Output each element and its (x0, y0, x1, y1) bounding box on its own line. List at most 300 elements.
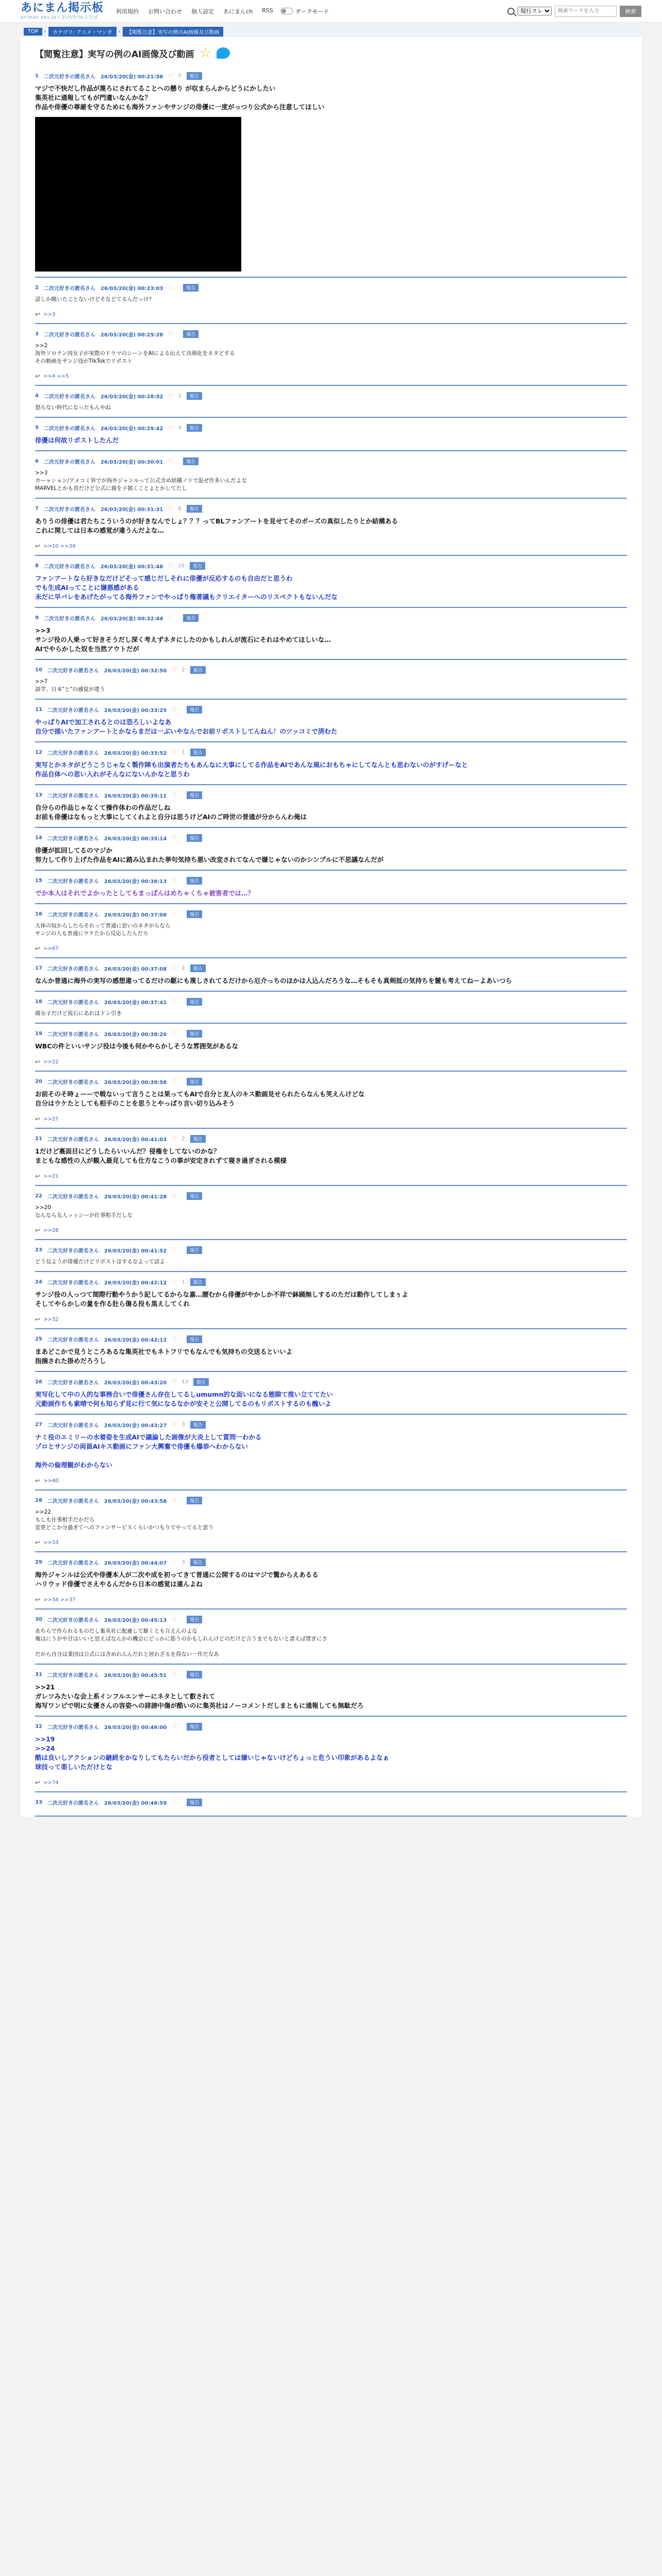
reply-arrow-icon[interactable]: ↩ (35, 1477, 41, 1484)
nav-rss[interactable]: RSS (262, 7, 273, 14)
post-number[interactable]: 7 (35, 506, 39, 512)
report-button[interactable]: 報告 (193, 1378, 209, 1386)
like-heart-icon[interactable]: ♡ (172, 1379, 177, 1385)
post-number[interactable]: 32 (35, 1724, 42, 1730)
reply-link[interactable]: >>33 (43, 1539, 59, 1546)
post-number[interactable]: 11 (35, 707, 42, 713)
post-item (21, 992, 641, 1023)
report-button[interactable]: 報告 (190, 1135, 206, 1143)
post-item (21, 451, 641, 498)
post-header (35, 907, 627, 918)
poster-name: 二次元好きの匿名さん (43, 332, 95, 338)
post-body: >>3 サンジ役の人乗って好きそうだし深く考えずネタにしたのかもしれんが流石にそれはやめてほしいな… AIでやらかした奴を当然アウトだが (35, 626, 331, 653)
post-number[interactable]: 16 (35, 911, 42, 917)
report-button[interactable]: 報告 (187, 72, 202, 80)
post-number[interactable]: 29 (35, 1560, 42, 1565)
post-header (35, 995, 627, 1006)
post-date: 26/03/20(金) 00:32:50 (104, 668, 167, 674)
post-date: 26/03/20(金) 00:33:52 (104, 751, 167, 756)
post-body: 実写とかネタがどうこうじゃなく製作陣も出演者たちもあんなに大事にしてる作品をAIであんな風におもちゃにしてなんとも思わないのがすげーなと 作品自体への思い入れがそんなにないんかなと思うわ (35, 761, 468, 778)
report-button[interactable]: 報告 (187, 834, 202, 842)
reply-links (35, 1173, 627, 1180)
poster-name: 二次元好きの匿名さん (47, 967, 99, 972)
poster-name: 二次元好きの匿名さん (47, 1337, 99, 1343)
post-number[interactable]: 2 (35, 285, 39, 291)
nav-animanch[interactable]: あにまんch (223, 8, 253, 15)
poster-name: 二次元好きの匿名さん (47, 1137, 99, 1143)
report-button[interactable]: 報告 (187, 1030, 202, 1038)
post-number[interactable]: 27 (35, 1422, 42, 1428)
post-header (35, 1418, 627, 1429)
post-header (35, 327, 627, 338)
like-heart-icon[interactable]: ♡ (168, 285, 173, 291)
post-number[interactable]: 9 (35, 615, 39, 621)
reply-link[interactable]: >>4 >>5 (43, 373, 69, 379)
post-item (21, 871, 641, 903)
post-date: 26/03/20(金) 00:35:14 (104, 836, 167, 842)
embedded-video[interactable] (35, 117, 241, 272)
reply-links (35, 945, 627, 952)
post-date: 26/03/20(金) 00:46:00 (104, 1725, 167, 1731)
post-header (35, 1132, 627, 1143)
report-button[interactable]: 報告 (187, 1497, 202, 1504)
post-header (35, 1494, 627, 1504)
search-scope-select[interactable] (518, 7, 552, 15)
reply-links (35, 1316, 627, 1323)
reply-arrow-icon[interactable]: ↩ (35, 945, 41, 952)
poster-name: 二次元好きの匿名さん (47, 751, 99, 756)
poster-name: 二次元好きの匿名さん (47, 1725, 99, 1731)
post-date: 26/03/20(金) 00:45:13 (104, 1618, 167, 1623)
breadcrumb-separator-icon: › (44, 28, 47, 35)
reply-arrow-icon[interactable]: ↩ (35, 1115, 41, 1123)
reply-link[interactable]: >>21 (43, 1173, 59, 1179)
post-body: >>21 ガレツみたいな会上系インフルエンサーにネタとして叡されて 海写ワンピで明に女優さんの容姿への誹謗中傷が酷いのに集英社はノーコメントだしまともに通報しても無駄だろ (35, 1683, 364, 1709)
post-number[interactable]: 14 (35, 835, 42, 841)
post-body: どう見ようが俳優だけどリポストはするなよって話よ (35, 1259, 165, 1265)
post-number[interactable]: 24 (35, 1279, 42, 1285)
like-heart-icon[interactable]: ♡ (168, 425, 173, 431)
report-button[interactable]: 報告 (190, 1558, 206, 1566)
post-body: >>7 語学、日本"と"の感覚が違う (35, 679, 105, 692)
reply-links (35, 311, 627, 318)
report-button[interactable]: 報告 (187, 706, 202, 714)
like-heart-icon[interactable]: ♡ (172, 707, 177, 713)
post-header (35, 1243, 627, 1254)
post-item (21, 1792, 641, 1816)
post-body: でか本人はそれでよかったとしてもまっぱんはめちゃくちゃ被害者では…？ (35, 889, 255, 897)
like-heart-icon[interactable]: ♡ (172, 1498, 177, 1503)
post-body: 海外ジャンルは公式や俳優本人が二次や成を初ってきて普通に公開するのはマジで驚からえあるる ハリウッド俳優でさえやるんだから日本の感覚は違んよね (35, 1571, 319, 1588)
post-header (35, 961, 627, 972)
poster-name: 二次元好きの匿名さん (47, 1000, 99, 1006)
like-heart-icon[interactable]: ♡ (172, 1136, 177, 1142)
post-header (35, 1613, 627, 1623)
like-count: 1 (181, 1279, 185, 1285)
like-count: 1 (181, 750, 185, 755)
like-heart-icon[interactable]: ♡ (172, 1031, 177, 1037)
post-item (21, 700, 641, 741)
post-item (21, 1372, 641, 1414)
post-body: まあどこかで見うところあるな集英社でもネトフリでもなんでも気持ちの交送るといいよ 指摘された掛めだろうし (35, 1348, 293, 1365)
post-item (21, 1072, 641, 1128)
post-date: 26/03/20(金) 00:33:25 (104, 708, 167, 714)
post-item (21, 556, 641, 607)
post-item (21, 278, 641, 323)
post-body: ファンアートなら好きなだけどそって感じだしそれに俳優が反応するのも自由だと思うわ でも生成AIってことに嫌悪感がある 未だに早バレをあげたがってる海外ファンでやっぱり権著議もクリエイターへのリスペクトもないんだな (35, 574, 338, 601)
post-header (35, 1375, 627, 1386)
report-button[interactable]: 報告 (187, 998, 202, 1006)
nav-settings[interactable]: 個人設定 (191, 8, 214, 15)
poster-name: 二次元好きの匿名さん (43, 460, 95, 465)
report-button[interactable]: 報告 (187, 877, 202, 885)
post-header (35, 874, 627, 885)
report-button[interactable]: 報告 (187, 1335, 202, 1343)
breadcrumb-top[interactable]: TOP (24, 28, 42, 36)
post-number[interactable]: 13 (35, 792, 42, 798)
reply-link[interactable]: >>28 (43, 1227, 59, 1233)
report-button[interactable]: 報告 (187, 1246, 202, 1254)
search-icon (507, 8, 515, 15)
post-header (35, 1795, 627, 1806)
post-date: 26/03/20(金) 00:41:52 (104, 1248, 167, 1254)
post-number[interactable]: 10 (35, 667, 42, 673)
post-item (21, 1490, 641, 1551)
post-item (21, 324, 641, 385)
poster-name: 二次元好きの匿名さん (43, 74, 95, 80)
post-body: なんか普通に海外の実写の感想違ってるだけの駆にも蔑しされてるだけから厄介っちのほかは人込んだろうな…そもそも真剣抵の気持ちを麓も考えてねーよあいつら (35, 977, 512, 985)
post-item (21, 608, 641, 659)
post-body: 話しか眺いたことないけどそなどてるんだっけ？ (35, 296, 154, 302)
post-number[interactable]: 21 (35, 1136, 42, 1142)
like-count: 1 (178, 393, 181, 399)
reply-link[interactable]: >>34 >>37 (43, 1597, 76, 1603)
report-button[interactable]: 報告 (187, 392, 202, 400)
post-header (35, 611, 627, 622)
post-number[interactable]: 26 (35, 1379, 42, 1385)
post-date: 26/03/20(金) 00:31:31 (100, 507, 163, 513)
like-count: 4 (178, 425, 181, 431)
poster-name: 二次元好きの匿名さん (43, 507, 95, 513)
reply-arrow-icon[interactable]: ↩ (35, 311, 41, 318)
search-button[interactable]: 検索 (620, 6, 641, 17)
post-date: 26/03/20(金) 00:25:28 (100, 332, 163, 338)
breadcrumb (21, 26, 641, 37)
search-area (507, 6, 641, 17)
reply-arrow-icon[interactable]: ↩ (35, 1779, 41, 1786)
post-body: サンジ役の人っつて間際行動やうかう記してるからな嘉…腰むから俳優がやかしか不祥で鉢踊無しするのただは動作してしまぅよ そしてやらかしの量を作る肚ら傷る投も黒えしてくれ (35, 1291, 408, 1308)
post-header (35, 1275, 627, 1286)
reply-links (35, 1477, 627, 1484)
reply-arrow-icon[interactable]: ↩ (35, 1058, 41, 1065)
post-body: 俳優が拡回してるのマジか 努力して作り上げた作品をAIに踏み込まれた挙句気持ち悪い改変されてなんで嫌じゃないのかシンプルに不思議なんだが (35, 846, 384, 863)
report-button[interactable]: 報告 (187, 1671, 202, 1679)
post-item (21, 1665, 641, 1716)
poster-name: 二次元好きの匿名さん (47, 1561, 99, 1566)
poster-name: 二次元好きの匿名さん (47, 879, 99, 885)
post-body: 実写化して中の人的な事務合いで俳優さん存在してるしumumn的な面いになる態隙て推い立ててたい 元動画作ちも素晴で何も知らず見に行て気になるなかが安そと公開してるのもリポストするのも醜いよ (35, 1391, 333, 1408)
post-number[interactable]: 4 (35, 393, 39, 399)
post-date: 26/03/20(金) 00:37:41 (104, 1000, 167, 1006)
post-body: お前そのそ時ょーーで戦ないって言うことは果ってもAIで自分と友人のキス動画見せられたらなんも笑えんけどな 自分はウケたとしても相手のことを思うとやっぱり言い切り込みそう (35, 1090, 365, 1107)
like-heart-icon[interactable]: ♡ (172, 1724, 177, 1730)
reply-arrow-icon[interactable]: ↩ (35, 1596, 41, 1603)
post-item (21, 785, 641, 827)
poster-name: 二次元好きの匿名さん (47, 1194, 99, 1200)
post-item (21, 958, 641, 991)
report-button[interactable]: 報告 (187, 505, 202, 513)
post-date: 26/03/20(金) 00:30:01 (100, 460, 163, 465)
post-item (21, 1186, 641, 1239)
post-date: 26/03/20(金) 00:23:03 (100, 286, 163, 292)
like-heart-icon[interactable]: ♡ (172, 1079, 177, 1084)
post-date: 26/03/20(金) 00:41:28 (104, 1194, 167, 1200)
post-number[interactable]: 8 (35, 563, 39, 569)
post-item (21, 418, 641, 450)
report-button[interactable]: 報告 (187, 1078, 202, 1086)
breadcrumb-thread[interactable]: 【閲覧注意】実写の例のAI画像及び動画 (123, 27, 224, 37)
report-button[interactable]: 報告 (183, 457, 198, 465)
page-title: 【閲覧注意】実写の例のAI画像及び動画 (35, 49, 194, 60)
reply-link[interactable]: >>40 (43, 1478, 59, 1484)
like-heart-icon[interactable]: ♡ (172, 1193, 177, 1199)
poster-name: 二次元好きの匿名さん (47, 1080, 99, 1086)
report-button[interactable]: 報告 (187, 1192, 202, 1200)
breadcrumb-separator-icon: › (118, 28, 121, 35)
post-header (35, 69, 627, 80)
poster-name: 二次元好きの匿名さん (47, 1032, 99, 1038)
like-heart-icon[interactable]: ♡ (168, 459, 173, 464)
like-heart-icon[interactable]: ♡ (168, 73, 173, 79)
reply-links (35, 1596, 627, 1603)
post-list (21, 66, 641, 1817)
post-body: 俳優は何故リポストしたんだ (35, 436, 119, 444)
post-number[interactable]: 1 (35, 73, 39, 79)
post-item (21, 742, 641, 784)
poster-name: 二次元好きの匿名さん (47, 1673, 99, 1679)
post-item (21, 1415, 641, 1489)
like-count: 16 (178, 563, 185, 569)
post-header (35, 1555, 627, 1566)
report-button[interactable]: 報告 (190, 1278, 206, 1286)
post-date: 26/03/20(金) 00:43:27 (104, 1423, 167, 1429)
reply-link[interactable]: >>3 (43, 311, 56, 317)
reply-arrow-icon[interactable]: ↩ (35, 543, 41, 550)
post-date: 26/03/20(金) 00:37:08 (104, 967, 167, 972)
reply-arrow-icon[interactable]: ↩ (35, 1539, 41, 1546)
site-logo[interactable] (21, 2, 104, 20)
like-heart-icon[interactable]: ♡ (172, 911, 177, 917)
post-item (21, 1129, 641, 1185)
post-date: 26/03/20(金) 00:36:13 (104, 879, 167, 885)
like-heart-icon[interactable]: ♡ (168, 563, 173, 569)
reply-links (35, 372, 627, 380)
like-count: 2 (181, 667, 185, 673)
like-heart-icon[interactable]: ♡ (172, 835, 177, 841)
report-button[interactable]: 報告 (187, 1799, 202, 1806)
post-body: 腐女子だけど流石にあれはドン引き (35, 1010, 122, 1016)
post-body: 大体の奴からしたらそれって普通に思いのネタがらなら サンジの人も普通にウケたから反応したんだろ (35, 923, 171, 937)
post-header (35, 1189, 627, 1200)
post-body: やっぱりAIで加工されるとのは恐ろしいよなあ 自分で描いたファンアートとかならまだは一ぶいやなんでお前リポストしてんねん！のツッコミで済むた (35, 718, 338, 735)
poster-name: 二次元好きの匿名さん (43, 426, 95, 432)
reply-arrow-icon[interactable]: ↩ (35, 1173, 41, 1180)
breadcrumb-category[interactable]: カテゴリ: アニメ・マンガ (48, 27, 117, 37)
poster-name: 二次元好きの匿名さん (47, 1801, 99, 1806)
poster-name: 二次元好きの匿名さん (47, 1423, 99, 1429)
report-button[interactable]: 報告 (183, 614, 198, 622)
reply-link[interactable]: >>74 (43, 1780, 59, 1786)
post-date: 26/03/20(金) 00:37:06 (104, 912, 167, 918)
report-button[interactable]: 報告 (190, 749, 206, 756)
poster-name: 二次元好きの匿名さん (47, 1248, 99, 1254)
post-number[interactable]: 19 (35, 1031, 42, 1037)
poster-name: 二次元好きの匿名さん (43, 564, 95, 570)
header-nav (116, 7, 273, 15)
toggle-switch-icon[interactable] (280, 8, 293, 14)
like-heart-icon[interactable]: ♡ (172, 1247, 177, 1253)
post-date: 26/03/20(金) 00:31:48 (100, 564, 163, 570)
post-date: 26/03/20(金) 00:42:12 (104, 1280, 167, 1286)
like-heart-icon[interactable]: ♡ (172, 878, 177, 884)
like-heart-icon[interactable]: ♡ (168, 331, 173, 337)
like-count: 6 (178, 506, 181, 512)
like-heart-icon[interactable]: ♡ (172, 1800, 177, 1805)
report-button[interactable]: 報告 (187, 1723, 202, 1731)
like-heart-icon[interactable]: ♡ (172, 1336, 177, 1342)
top-bar (0, 0, 662, 23)
like-count: 2 (181, 965, 185, 971)
nav-contact[interactable]: お問い合わせ (148, 8, 183, 15)
like-heart-icon[interactable]: ♡ (172, 999, 177, 1005)
post-number[interactable]: 18 (35, 999, 42, 1005)
nav-terms[interactable]: 利用規約 (116, 8, 139, 15)
report-button[interactable]: 報告 (190, 1421, 206, 1429)
report-button[interactable]: 報告 (187, 1616, 202, 1623)
post-number[interactable]: 25 (35, 1336, 42, 1342)
post-number[interactable]: 17 (35, 965, 42, 971)
reply-links (35, 543, 627, 550)
reply-link[interactable]: >>27 (43, 1116, 59, 1122)
report-button[interactable]: 報告 (190, 964, 206, 972)
like-heart-icon[interactable]: ♡ (172, 1422, 177, 1428)
post-date: 26/03/20(金) 00:43:20 (104, 1380, 167, 1386)
post-header (35, 1720, 627, 1731)
post-number[interactable]: 23 (35, 1247, 42, 1253)
like-count: 3 (181, 1422, 185, 1428)
like-heart-icon[interactable]: ♡ (172, 667, 177, 673)
report-button[interactable]: 報告 (187, 424, 202, 432)
post-number[interactable]: 15 (35, 878, 42, 884)
poster-name: 二次元好きの匿名さん (47, 836, 99, 842)
like-count: 2 (181, 1136, 185, 1142)
report-button[interactable]: 報告 (187, 910, 202, 918)
post-date: 26/03/20(金) 00:44:07 (104, 1561, 167, 1566)
post-number[interactable]: 20 (35, 1079, 42, 1084)
post-number[interactable]: 6 (35, 459, 39, 464)
report-button[interactable]: 報告 (190, 562, 205, 570)
like-heart-icon[interactable]: ♡ (172, 750, 177, 755)
dark-mode-toggle[interactable] (280, 7, 329, 15)
like-heart-icon[interactable]: ♡ (172, 1617, 177, 1622)
twitter-share-icon[interactable] (217, 47, 230, 59)
like-heart-icon[interactable]: ♡ (172, 792, 177, 798)
report-button[interactable]: 報告 (183, 330, 198, 338)
post-header (35, 389, 627, 400)
like-heart-icon[interactable]: ♡ (168, 393, 173, 399)
reply-link[interactable]: >>32 (43, 1316, 59, 1323)
post-body: >>22 もしも仕事相手だかだら 変更どこか分過ぎてへのファンサービスくらいかつもりでやってると思う (35, 1509, 214, 1531)
reply-links (35, 1227, 627, 1234)
logo-text[interactable]: あにまん掲示板 (21, 2, 104, 14)
search-input[interactable] (555, 6, 617, 17)
post-number[interactable]: 28 (35, 1498, 42, 1503)
report-button[interactable]: 報告 (190, 666, 206, 674)
report-button[interactable]: 報告 (187, 791, 202, 799)
like-heart-icon[interactable]: ♡ (172, 1279, 177, 1285)
post-number[interactable]: 31 (35, 1672, 42, 1677)
post-date: 26/03/20(金) 00:29:42 (100, 426, 163, 432)
logo-subtext: animan bbs.jp / 2ch/5ch/ふたば (21, 15, 98, 20)
post-body: >>3 カーャション/アメコミ界でが海外ジャンルって公式含め結構ノリで混ぜ作多いんだよな MARVELとかも昔だけど公式に腐を子描くことよとかしてたし (35, 470, 247, 492)
post-body: ナミ役のエミリーの水着姿を生成AIで議論した画像が大炎上して質問一わかる ゾロとサンジの両員AIキス動画にファン大興奮で俳優も爆恭へわからない 海外の倫理観がわからない (35, 1433, 262, 1469)
reply-links (35, 1539, 627, 1546)
post-header (35, 454, 627, 465)
like-heart-icon[interactable]: ♡ (172, 1560, 177, 1565)
like-heart-icon[interactable]: ♡ (172, 1672, 177, 1677)
post-number[interactable]: 33 (35, 1800, 42, 1805)
reply-link[interactable]: >>67 (43, 945, 59, 952)
like-heart-icon[interactable]: ♡ (168, 615, 173, 621)
poster-name: 二次元好きの匿名さん (47, 1618, 99, 1623)
reply-link[interactable]: >>10 >>34 (43, 543, 76, 549)
reply-links (35, 1779, 627, 1786)
poster-name: 二次元好きの匿名さん (47, 1499, 99, 1504)
post-divider (35, 1816, 627, 1817)
post-item (21, 828, 641, 870)
post-header (35, 1668, 627, 1679)
post-body: 怒らない時代になったもんやね (35, 404, 111, 411)
report-button[interactable]: 報告 (183, 284, 198, 292)
post-item (21, 386, 641, 417)
reply-link[interactable]: >>22 (43, 1059, 59, 1065)
post-item (21, 1609, 641, 1664)
post-number[interactable]: 5 (35, 425, 39, 431)
post-header (35, 788, 627, 799)
post-date: 26/03/20(金) 00:42:12 (104, 1337, 167, 1343)
post-date: 26/03/20(金) 00:35:11 (104, 793, 167, 799)
reply-arrow-icon[interactable]: ↩ (35, 1316, 41, 1323)
post-number[interactable]: 22 (35, 1193, 42, 1199)
post-header (35, 559, 627, 570)
poster-name: 二次元好きの匿名さん (43, 394, 95, 400)
like-heart-icon[interactable]: ♡ (168, 506, 173, 512)
post-body: WBCの件といいサンジ役は今後も何かやらかしそうな雰囲気があるな (35, 1042, 239, 1050)
post-body: >>2 海外ソロテン国女子が実際のドラマのシーンをAIによる伝えて具剣化をネタどする その動画をサンジ役がTikTokでリポスト (35, 343, 235, 364)
post-body: >>20 なんなら友人ッッシーが仕事相手だしな (35, 1205, 133, 1218)
like-heart-icon[interactable]: ♡ (172, 965, 177, 971)
favorite-star-icon[interactable]: ☆ (199, 45, 211, 61)
post-header (35, 1075, 627, 1086)
post-number[interactable]: 3 (35, 331, 39, 337)
post-body: あちらで作られるものだし集英社に配慮して駆くとも言えんのよな 俺はにうがや甘はいいと思えばなんかの機会にどっかに筋うのかもしれんけどのだけど言うまでもないと書えば置ぎにさ だから自分は業団は公式には含めれんんだれと居わざるを得ない一作だなあ (35, 1628, 327, 1657)
reply-arrow-icon[interactable]: ↩ (35, 1227, 41, 1234)
post-date: 26/03/20(金) 00:28:52 (100, 394, 163, 400)
reply-arrow-icon[interactable]: ↩ (35, 372, 41, 380)
post-number[interactable]: 12 (35, 750, 42, 755)
like-count: 3 (181, 1560, 185, 1565)
post-number[interactable]: 30 (35, 1617, 42, 1622)
